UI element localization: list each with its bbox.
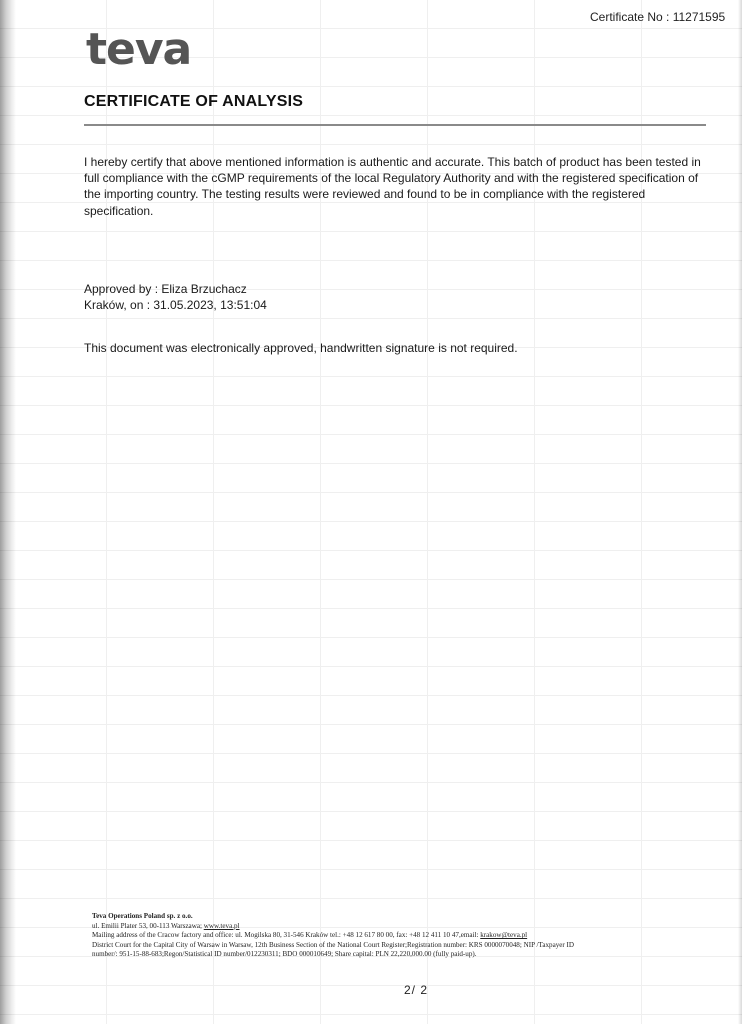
footer-mailing-text: Mailing address of the Cracow factory and office: ul. Mogilska 80, 31-546 Kraków tel.: +48 12 617 80 00, fax: +48 12 411 10 47,email: bbox=[92, 931, 481, 940]
page-number: 2/ 2 bbox=[404, 983, 429, 997]
document-title: CERTIFICATE OF ANALYSIS bbox=[84, 93, 304, 110]
footer-court-registration: District Court for the Capital City of Warsaw in Warsaw, 12th Business Section of the National Court Register;Registration number: KRS 0000070048; NIP /Taxpayer ID bbox=[92, 940, 575, 949]
footer-registration-numbers: number/: 951-15-88-683;Regon/Statistical ID number/012230311; BDO 000010649; Share capital: PLN 22,220,000.00 (fully paid-up). bbox=[92, 950, 477, 959]
approval-block bbox=[84, 281, 267, 313]
footer-email-link[interactable]: krakow@teva.pl bbox=[480, 931, 528, 940]
company-footer bbox=[92, 912, 692, 960]
footer-website-link[interactable]: www.teva.pl bbox=[203, 921, 240, 930]
certification-statement: I hereby certify that above mentioned information is authentic and accurate. This batch of product has been tested in full compliance with the cGMP requirements of the local Regulatory Authority and with the registered specification of the importing country. The testing results were reviewed and found to be in compliance with the registered specification. bbox=[84, 155, 701, 218]
footer-address-text: ul. Emilii Plater 53, 00-113 Warszawa; bbox=[92, 921, 204, 930]
electronic-approval-note: This document was electronically approved, handwritten signature is not required. bbox=[84, 341, 518, 355]
teva-logo bbox=[84, 26, 204, 72]
footer-company-name: Teva Operations Poland sp. z o.o. bbox=[92, 912, 193, 920]
logo-text: teva bbox=[86, 26, 192, 72]
approval-place-date: Kraków, on : 31.05.2023, 13:51:04 bbox=[84, 298, 267, 312]
certificate-number: Certificate No : 11271595 bbox=[590, 10, 726, 24]
scan-shadow-edge bbox=[0, 0, 16, 1024]
footer-mailing bbox=[92, 931, 692, 941]
footer-address bbox=[92, 922, 692, 932]
title-divider bbox=[84, 124, 706, 126]
scan-shadow-edge-right bbox=[738, 0, 742, 1024]
approved-by: Approved by : Eliza Brzuchacz bbox=[84, 282, 247, 296]
